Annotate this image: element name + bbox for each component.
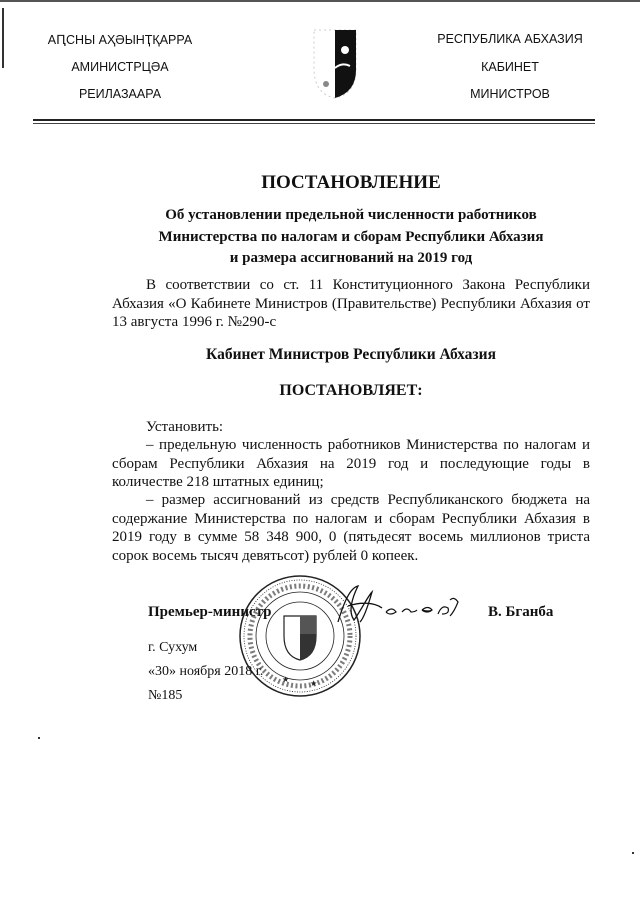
subtitle-line: Об установлении предельной численности работников — [165, 207, 537, 223]
subtitle-line: и размера ассигнований на 2019 год — [229, 250, 473, 266]
subtitle-line: Министерства по налогам и сборам Республики Абхазия — [158, 228, 544, 245]
letterhead-russian — [410, 32, 610, 115]
document-subtitle — [112, 205, 590, 270]
signatory-name: В. Бганба — [488, 604, 554, 620]
document-number: №185 — [148, 688, 183, 703]
issue-date: «30» ноября 2018 г. — [148, 664, 264, 679]
svg-text:★: ★ — [282, 675, 290, 684]
scan-edge — [2, 8, 4, 68]
letterhead-line: АԤСНЫ АҲӘЫНҬҚАРРА — [47, 33, 193, 47]
preamble-paragraph: В соответствии со ст. 11 Конституционного Закона Республики Абхазия «О Кабинете Министров (Правительстве) Республики Абхазия от 13 августа 1996 г. №290-с — [112, 277, 590, 330]
resolves-heading: ПОСТАНОВЛЯЕТ: — [279, 382, 423, 399]
signatory-role: Премьер-министр — [148, 604, 272, 620]
letterhead-divider — [33, 119, 595, 121]
letterhead-divider — [33, 123, 595, 124]
issue-city: г. Сухум — [148, 640, 198, 655]
letterhead-abkhaz — [20, 32, 220, 115]
scan-speck — [38, 737, 40, 739]
svg-text:★: ★ — [310, 679, 318, 688]
authority-heading: Кабинет Министров Республики Абхазия — [206, 346, 496, 363]
document-title: ПОСТАНОВЛЕНИЕ — [261, 172, 441, 193]
scan-speck — [632, 852, 634, 854]
letterhead-line: РЕИЛАЗААРА — [78, 87, 162, 101]
coat-of-arms-icon — [312, 28, 358, 100]
letterhead-line: МИНИСТРОВ — [470, 87, 550, 101]
handwritten-signature — [330, 582, 470, 628]
scan-edge — [0, 0, 640, 2]
resolution-item-staff: – предельную численность работников Министерства по налогам и сборам Республики Абхазия на 2019 год и последующие годы в количестве 218 штатных единиц; — [112, 437, 590, 490]
letterhead-line: АМИНИСТРЦӘА — [71, 59, 169, 74]
letterhead-line: РЕСПУБЛИКА АБХАЗИЯ — [437, 32, 583, 46]
establish-label: Установить: — [146, 419, 224, 435]
resolution-item-budget: – размер ассигнований из средств Республиканского бюджета на содержание Министерства по налогам и сборам Республики Абхазия в 2019 году в сумме 58 348 900, 0 (пятьдесят восемь миллионов триста сорок восемь тысяч девятьсот) рублей 0 копеек. — [112, 492, 590, 564]
letterhead-line: КАБИНЕТ — [481, 59, 539, 74]
